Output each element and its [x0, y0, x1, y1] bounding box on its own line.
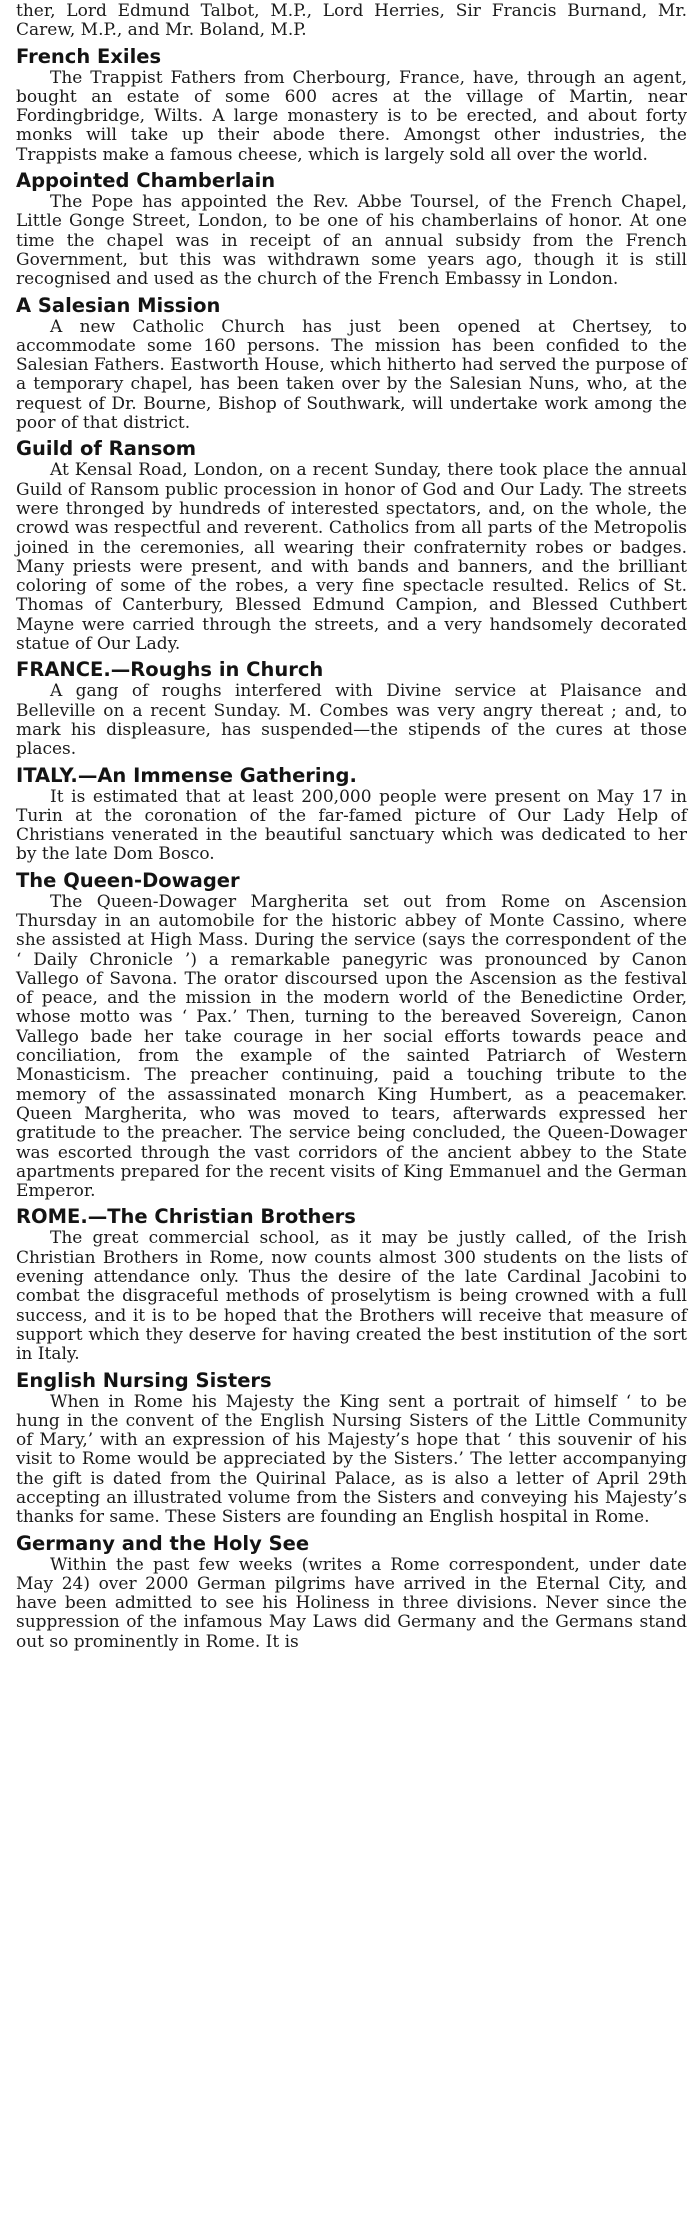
- article-appointed-chamberlain: [16, 169, 687, 289]
- article-headline: ROME.—The Christian Brothers: [16, 1205, 356, 1229]
- article-nursing-sisters: [16, 1369, 687, 1528]
- article-germany-holy-see: [16, 1532, 687, 1652]
- article-headline: English Nursing Sisters: [16, 1368, 272, 1392]
- article-body: The Pope has appointed the Rev. Abbe Toursel, of the French Chapel, Little Gonge Street, London, to be one of his chamberlains of honor. At one time the chapel was in receipt of an annual subsidy from the French Government, but this was withdrawn some years ago, though it is still recognised and used as the church of the French Embassy in London.: [16, 192, 687, 290]
- article-headline: Guild of Ransom: [16, 437, 197, 461]
- article-body: The Trappist Fathers from Cherbourg, France, have, through an agent, bought an estate of some 600 acres at the village of Martin, near Fordingbridge, Wilts. A large monastery is to be erected, and about forty monks will take up their abode there. Amongst other industries, the Trappists make a famous cheese, which is largely sold all over the world.: [16, 67, 687, 165]
- article-body: The great commercial school, as it may be justly called, of the Irish Christian Brothers in Rome, now counts almost 300 students on the lists of evening attendance only. Thus the desire of the late Cardinal Jacobini to combat the disgraceful methods of proselytism is being crowned with a full success, and it is to be hoped that the Brothers will receive that measure of support which they deserve for having created the best institution of the sort in Italy.: [16, 1228, 687, 1365]
- article-body: The Queen-Dowager Margherita set out from Rome on Ascension Thursday in an automobile for the historic abbey of Monte Cassino, where she assisted at High Mass. During the service (says the correspondent of the ‘ Daily Chronicle ’) a remarkable panegyric was pronounced by Canon Vallego of Savona. The orator discoursed upon the Ascension as the festival of peace, and the mission in the modern world of the Benedictine Order, whose motto was ‘ Pax.’ Then, turning to the bereaved Sovereign, Canon Vallego bade her take courage in her social efforts towards peace and conciliation, from the example of the sainted Patriarch of Western Monasticism. The preacher continuing, paid a touching tribute to the memory of the assassinated monarch King Humbert, as a peacemaker. Queen Margherita, who was moved to tears, afterwards expressed her gratitude to the preacher. The service being concluded, the Queen-Dowager was escorted through the vast corridors of the ancient abbey to the State apartments prepared for the recent visits of King Emmanuel and the German Emperor.: [16, 891, 687, 1202]
- article-body: Within the past few weeks (writes a Rome correspondent, under date May 24) over 2000 German pilgrims have arrived in the Eternal City, and have been admitted to see his Holiness in three divisions. Never since the suppression of the infamous May Laws did Germany and the Germans stand out so prominently in Rome. It is: [16, 1554, 687, 1652]
- article-body: A gang of roughs interfered with Divine service at Plaisance and Belleville on a recent Sunday. M. Combes was very angry thereat ; and, to mark his displeasure, has suspended—the stipends of the cures at those places.: [16, 681, 687, 760]
- article-guild-of-ransom: [16, 437, 687, 654]
- article-queen-dowager: [16, 869, 687, 1202]
- article-christian-brothers: [16, 1205, 687, 1364]
- article-headline: A Salesian Mission: [16, 293, 221, 317]
- intro-paragraph: ther, Lord Edmund Talbot, M.P., Lord Herries, Sir Francis Burnand, Mr. Carew, M.P., and Mr. Boland, M.P.: [16, 1, 687, 41]
- article-body: When in Rome his Majesty the King sent a portrait of himself ‘ to be hung in the convent of the English Nursing Sisters of the Little Community of Mary,’ with an expression of his Majesty’s hope that ‘ this souvenir of his visit to Rome would be appreciated by the Sisters.’ The letter accompanying the gift is dated from the Quirinal Palace, as is also a letter of April 29th accepting an illustrated volume from the Sisters and conveying his Majesty’s thanks for same. These Sisters are founding an English hospital in Rome.: [16, 1391, 687, 1528]
- article-italy-gathering: [16, 764, 687, 865]
- article-headline: French Exiles: [16, 44, 162, 68]
- article-body: It is estimated that at least 200,000 people were present on May 17 in Turin at the coronation of the far-famed picture of Our Lady Help of Christians venerated in the beautiful sanctuary which was dedicated to her by the late Dom Bosco.: [16, 786, 687, 865]
- article-headline: Germany and the Holy See: [16, 1531, 310, 1555]
- article-body: A new Catholic Church has just been opened at Chertsey, to accommodate some 160 persons. The mission has been confided to the Salesian Fathers. Eastworth House, which hitherto had served the purpose of a temporary chapel, has been taken over by the Salesian Nuns, who, at the request of Dr. Bourne, Bishop of Southwark, will undertake work among the poor of that district.: [16, 316, 687, 434]
- article-headline: The Queen-Dowager: [16, 868, 240, 892]
- article-salesian-mission: [16, 294, 687, 434]
- article-french-exiles: [16, 45, 687, 165]
- article-france-roughs: [16, 658, 687, 759]
- article-headline: FRANCE.—Roughs in Church: [16, 658, 324, 682]
- article-headline: Appointed Chamberlain: [16, 169, 276, 193]
- article-body: At Kensal Road, London, on a recent Sunday, there took place the annual Guild of Ransom public procession in honor of God and Our Lady. The streets were thronged by hundreds of interested spectators, and, on the whole, the crowd was respectful and reverent. Catholics from all parts of the Metropolis joined in the ceremonies, all wearing their confraternity robes or badges. Many priests were present, and with bands and banners, and the brilliant coloring of some of the robes, a very fine spectacle resulted. Relics of St. Thomas of Canterbury, Blessed Edmund Campion, and Blessed Cuthbert Mayne were carried through the streets, and a very handsomely decorated statue of Our Lady.: [16, 460, 687, 655]
- article-headline: ITALY.—An Immense Gathering.: [16, 763, 357, 787]
